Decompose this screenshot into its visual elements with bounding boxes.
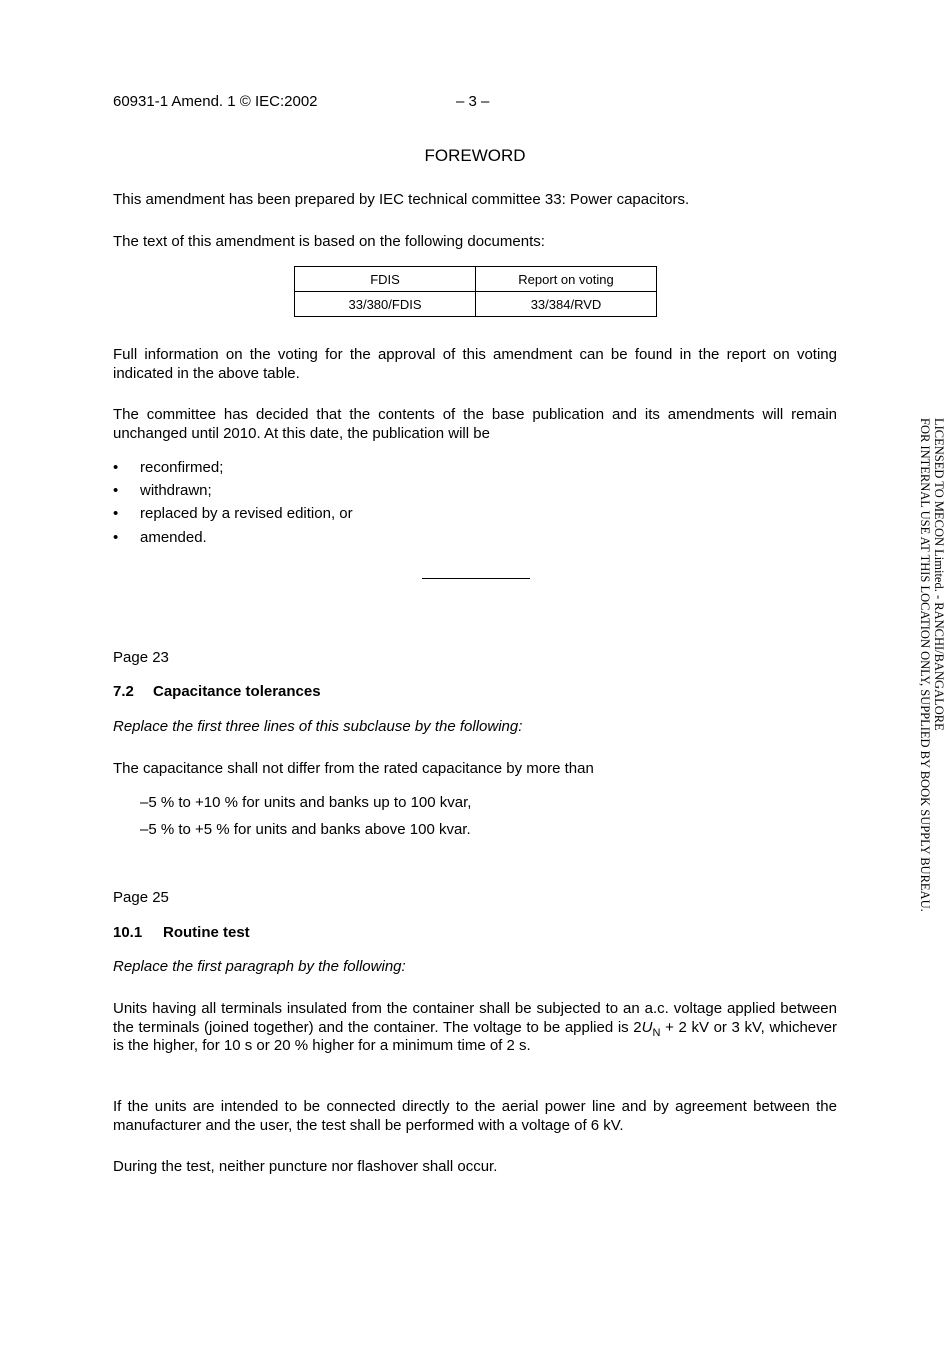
bullet-symbol: • [113, 505, 119, 522]
paragraph-text: Units having all terminals insulated from the container shall be subjected to an a.c. voltage applied between the terminals (joined together) and the container. The voltage to be applied is 2 [113, 1000, 837, 1036]
clause-number: 7.2 [113, 683, 134, 700]
voltage-symbol: U [641, 1018, 653, 1036]
bullet-symbol: • [113, 529, 119, 546]
page-reference-23: Page 23 [113, 649, 169, 666]
list-item-text: replaced by a revised edition, or [140, 505, 353, 522]
routine-test-paragraph-1 [113, 1000, 837, 1056]
voltage-subscript: N [652, 1026, 661, 1039]
table-header-cell: FDIS [295, 267, 476, 292]
list-item: –5 % to +5 % for units and banks above 100 kvar. [140, 821, 471, 838]
clause-text: The capacitance shall not differ from the rated capacitance by more than [113, 760, 594, 777]
table-header-cell: Report on voting [476, 267, 657, 292]
header-doc-id: 60931-1 Amend. 1 © IEC:2002 [113, 93, 318, 110]
clause-title: Capacitance tolerances [153, 683, 321, 700]
table-row [295, 292, 657, 317]
page-reference-25: Page 25 [113, 889, 169, 906]
license-watermark [918, 418, 946, 912]
clause-number: 10.1 [113, 924, 143, 941]
list-item: –5 % to +10 % for units and banks up to 100 kvar, [140, 794, 472, 811]
header-page-number: – 3 – [456, 93, 490, 110]
paragraph-text: + 2 kV or 3 kV, whichever is the higher, for 10 s or 20 % higher for a minimum time of 2 s. [113, 1018, 837, 1054]
clause-title: Routine test [163, 924, 250, 941]
bullet-symbol: • [113, 482, 119, 499]
bullet-symbol: • [113, 459, 119, 476]
foreword-paragraph-1: This amendment has been prepared by IEC technical committee 33: Power capacitors. [113, 191, 690, 208]
clause-instruction: Replace the first three lines of this subclause by the following: [113, 718, 523, 735]
routine-test-paragraph-3: During the test, neither puncture nor flashover shall occur. [113, 1158, 498, 1175]
foreword-paragraph-3: Full information on the voting for the approval of this amendment can be found in the report on voting indicated in the above table. [113, 346, 837, 382]
separator-rule [422, 578, 530, 579]
clause-instruction: Replace the first paragraph by the following: [113, 958, 406, 975]
license-line-2: FOR INTERNAL USE AT THIS LOCATION ONLY, SUPPLIED BY BOOK SUPPLY BUREAU. [918, 418, 932, 912]
routine-test-paragraph-2: If the units are intended to be connected directly to the aerial power line and by agreement between the manufacturer and the user, the test shall be performed with a voltage of 6 kV. [113, 1098, 837, 1134]
list-item-text: withdrawn; [140, 482, 212, 499]
foreword-paragraph-2: The text of this amendment is based on the following documents: [113, 233, 545, 250]
table-cell: 33/380/FDIS [295, 292, 476, 317]
table-cell: 33/384/RVD [476, 292, 657, 317]
license-line-1: LICENSED TO MECON Limited. - RANCHI/BANGALORE [932, 418, 946, 731]
list-item-text: reconfirmed; [140, 459, 224, 476]
foreword-paragraph-4: The committee has decided that the contents of the base publication and its amendments will remain unchanged until 2010. At this date, the publication will be [113, 406, 837, 442]
table-header-row [295, 267, 657, 292]
list-item-text: amended. [140, 529, 207, 546]
documents-table [294, 266, 657, 317]
foreword-title: FOREWORD [424, 146, 526, 165]
